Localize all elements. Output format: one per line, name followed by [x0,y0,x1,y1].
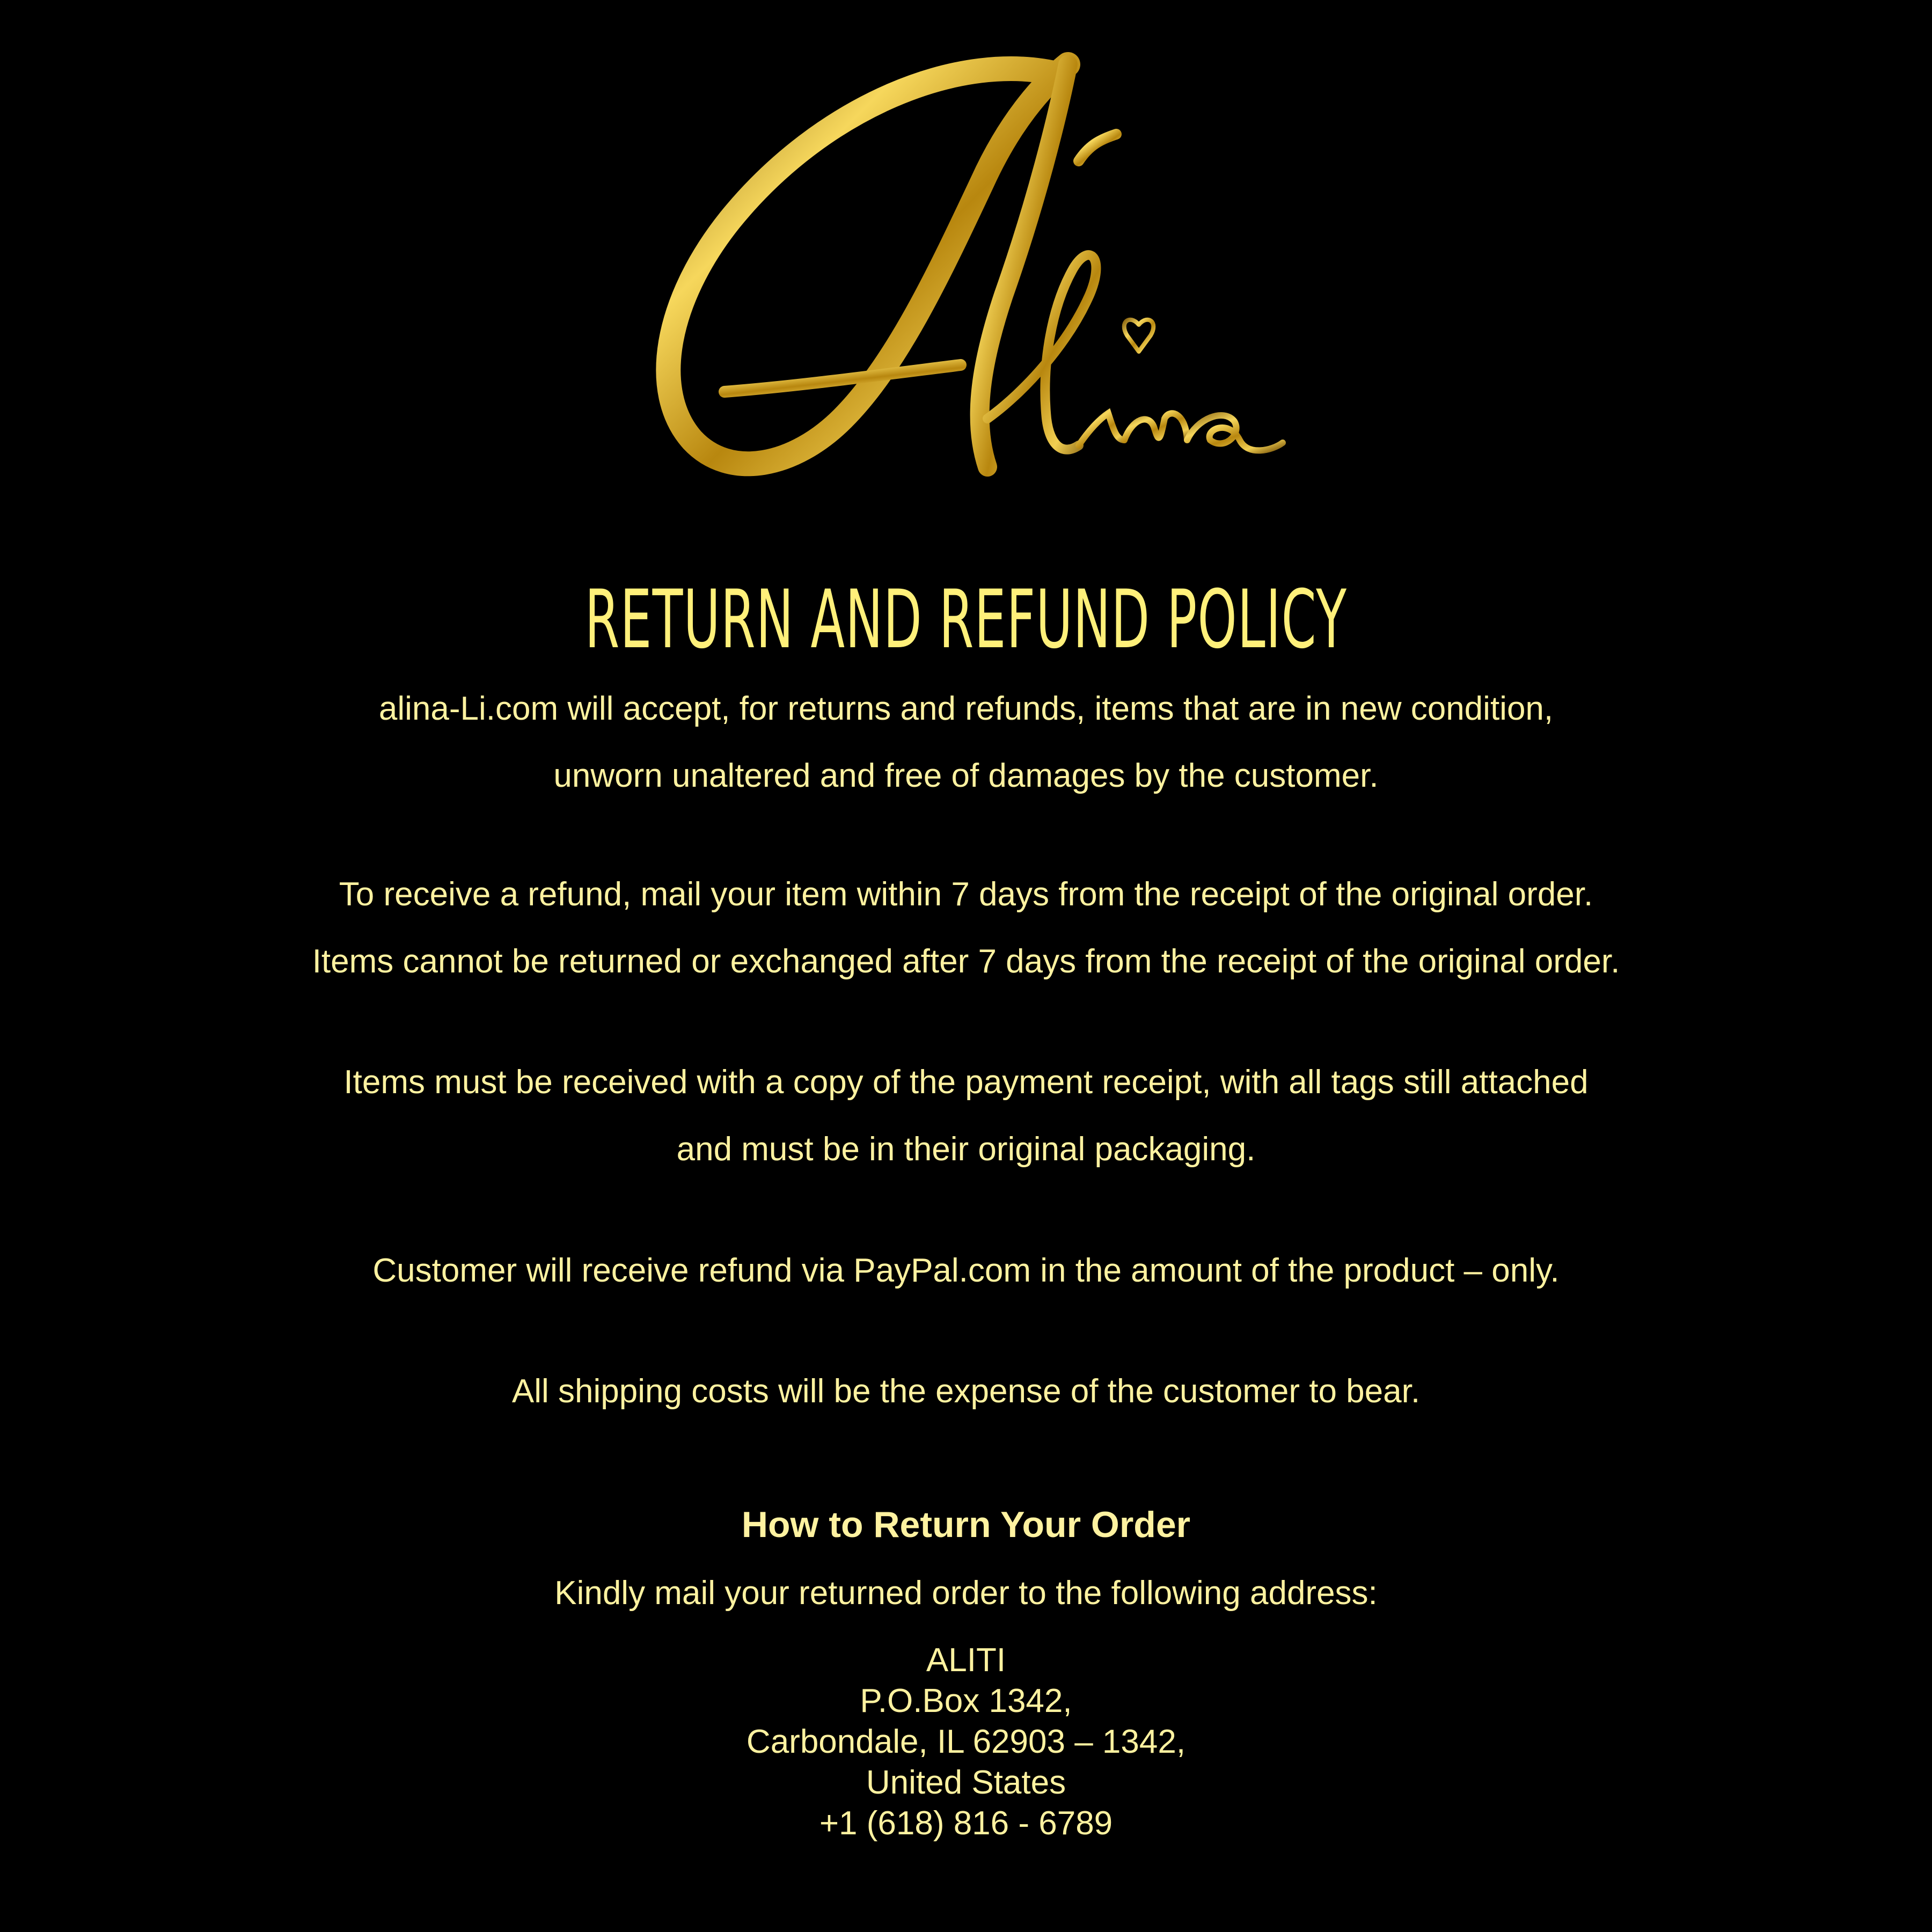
policy-line: unworn unaltered and free of damages by the customer. [553,757,1379,794]
policy-line: and must be in their original packaging. [676,1131,1256,1168]
return-intro: Kindly mail your returned order to the following address: [554,1575,1378,1612]
policy-line: Items cannot be returned or exchanged after 7 days from the receipt of the original order. [312,943,1620,980]
address-city: Carbondale, IL 62903 – 1342, [746,1723,1186,1760]
policy-line: Customer will receive refund via PayPal.com in the amount of the product – only. [372,1252,1560,1289]
address-box: P.O.Box 1342, [860,1682,1072,1719]
address-name: ALITI [926,1642,1006,1679]
policy-line: To receive a refund, mail your item within 7 days from the receipt of the original order. [339,876,1593,913]
policy-line: Items must be received with a copy of the payment receipt, with all tags still attached [343,1064,1589,1101]
page-title: RETURN AND REFUND POLICY [584,573,1348,667]
return-heading: How to Return Your Order [741,1504,1191,1545]
address-phone: +1 (618) 816 - 6789 [819,1805,1113,1842]
address-country: United States [866,1764,1066,1801]
policy-line: alina-Li.com will accept, for returns and refunds, items that are in new condition, [378,690,1554,727]
alina-logo [617,43,1315,494]
policy-line: All shipping costs will be the expense of the customer to bear. [511,1373,1421,1410]
